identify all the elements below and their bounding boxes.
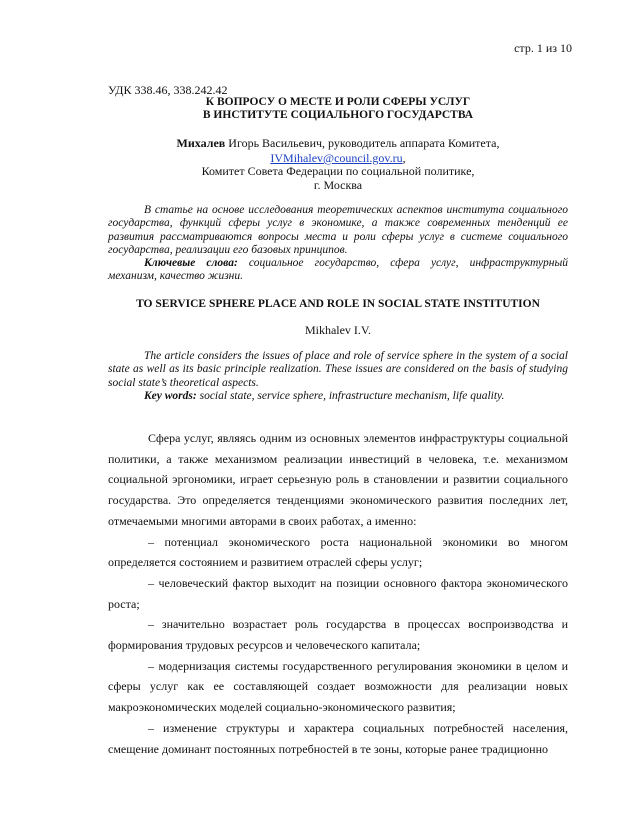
- abstract-ru-text: В статье на основе исследования теоретических аспектов института социального государства, функций сферы услуг в экономике, а также современных тенденций ее развития рассматриваются вопросы места и роли сферы услуг в системе социального государства, реализации его базовых принципов.: [108, 204, 568, 256]
- body-intro-paragraph: Сфера услуг, являясь одним из основных элементов инфраструктуры социальной политики, а также механизмом реализации инвестиций в человека, т.е. механизмом социальной эргономики, играет серьезную роль в становлении и развитии социального государства. Это определяется тенденциями экономического развития последних лет, отмечаемыми многими авторами в своих работах, а именно:: [108, 431, 568, 528]
- keywords-en: [108, 390, 568, 403]
- author-tail: ,: [402, 151, 406, 165]
- author-info: Игорь Васильевич, руководитель аппарата Комитета,: [225, 136, 500, 150]
- keywords-ru: [108, 257, 568, 284]
- udk-code: УДК 338.46, 338.242.42: [108, 83, 228, 97]
- keywords-en-label: Key words:: [144, 389, 197, 402]
- author-line: [108, 136, 568, 166]
- org-line-2: г. Москва: [313, 178, 363, 192]
- english-title: TO SERVICE SPHERE PLACE AND ROLE IN SOCIAL STATE INSTITUTION: [136, 298, 540, 310]
- keywords-en-text: social state, service sphere, infrastructure mechanism, life quality.: [196, 389, 505, 402]
- list-item: – значительно возрастает роль государства в процессах воспроизводства и формирования трудовых ресурсов и человеческого капитала;: [108, 617, 568, 653]
- title-line-1: К ВОПРОСУ О МЕСТЕ И РОЛИ СФЕРЫ УСЛУГ: [205, 96, 471, 108]
- list-item: – потенциал экономического роста национальной экономики во многом определяется состоянием и развитием отраслей сферы услуг;: [108, 534, 568, 570]
- title-line-2: В ИНСТИТУТЕ СОЦИАЛЬНОГО ГОСУДАРСТВА: [202, 109, 474, 121]
- abstract-en-text: The article considers the issues of place and role of service sphere in the system of a social state as well as its basic principle realization. These issues are considered on the basis of studying social state’s theoretical aspects.: [108, 350, 568, 389]
- list-item: – модернизация системы государственного регулирования экономики в целом и сферы услуг как ее составляющей создает возможности для реализации новых макроэкономических моделей социально-экономического развития;: [108, 658, 568, 715]
- page-number: стр. 1 из 10: [514, 41, 572, 55]
- body-text: [108, 428, 568, 759]
- abstract-ru: [108, 204, 568, 284]
- organization: [108, 164, 568, 192]
- keywords-ru-label: Ключевые слова:: [144, 257, 238, 270]
- abstract-en: [108, 350, 568, 403]
- keywords-ru-text: социальное государство, сфера услуг, инфраструктурный механизм, качество жизни.: [108, 257, 569, 283]
- author-surname: Михалев: [176, 136, 226, 150]
- list-item: – человеческий фактор выходит на позиции основного фактора экономического роста;: [108, 575, 568, 611]
- list-item: – изменение структуры и характера социальных потребностей населения, смещение доминант постоянных потребностей в те зоны, которые ранее традиционно: [108, 720, 568, 756]
- org-line-1: Комитет Совета Федерации по социальной политике,: [201, 164, 475, 178]
- english-author: Mikhalev I.V.: [304, 323, 372, 337]
- article-title: [108, 96, 568, 122]
- author-email-link[interactable]: IVMihalev@council.gov.ru: [270, 151, 403, 165]
